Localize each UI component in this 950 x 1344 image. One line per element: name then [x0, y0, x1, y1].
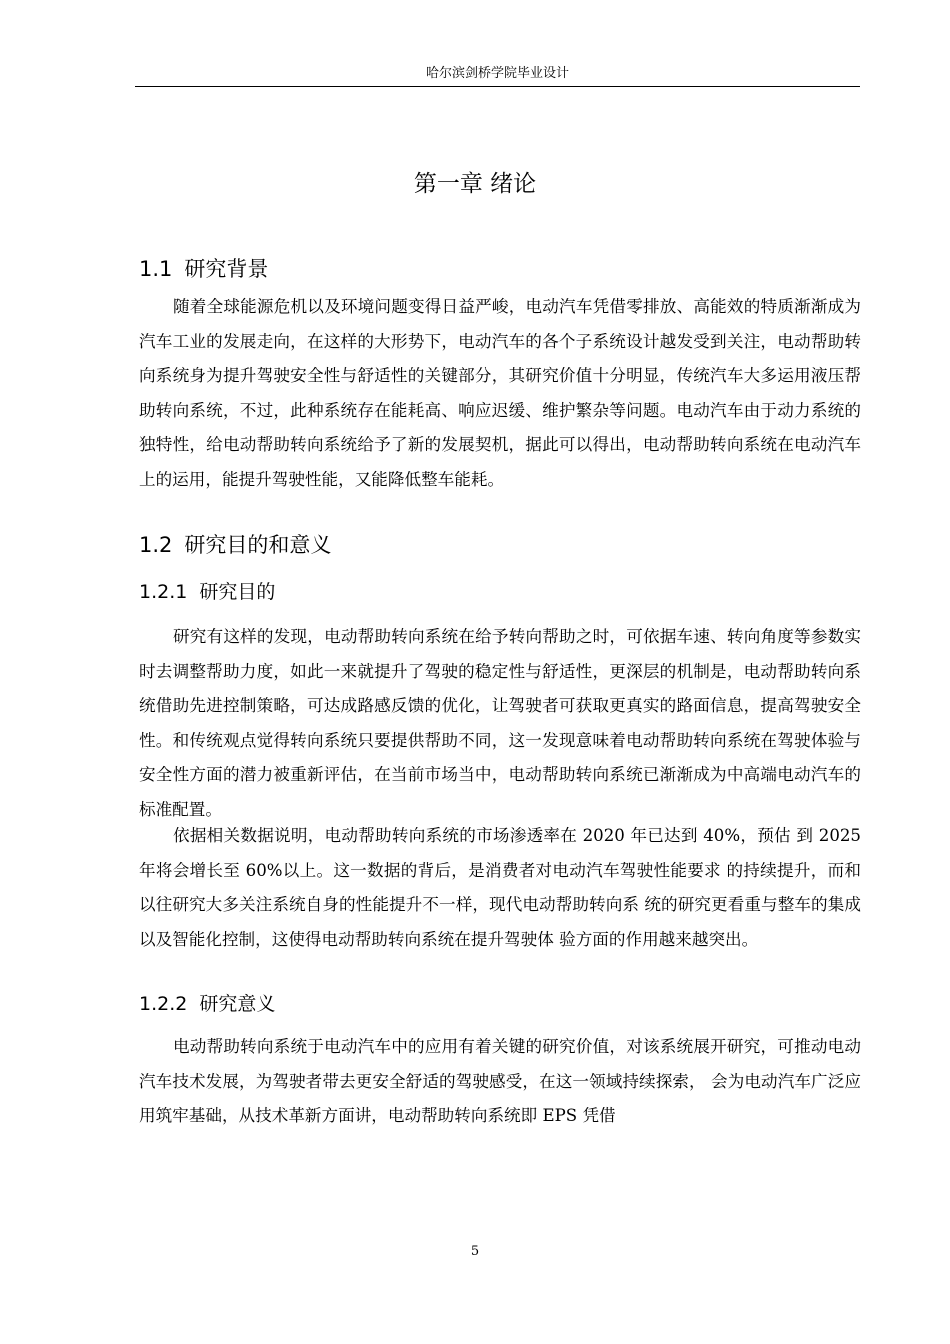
paragraph-purpose: 研究有这样的发现，电动帮助转向系统在给予转向帮助之时，可依据车速、转向角度等参数实时去调整帮助力度，如此一来就提升了驾驶的稳定性与舒适性，更深层的机制是，电动帮助转向系统借助先进控制策略，可达成路感反馈的优化，让驾驶者可获取更真实的路面信息，提高驾驶安全性。和传统观点觉得转向系统只要提供帮助不同，这一发现意味着电动帮助转向系统在驾驶体验与安全性方面的潜力被重新评估，在当前市场当中，电动帮助转向系统已渐渐成为中高端电动汽车的标准配置。: [139, 627, 861, 819]
page-number: 5: [470, 1244, 480, 1259]
section-title: 研究目的和意义: [184, 533, 332, 557]
paragraph-background: 随着全球能源危机以及环境问题变得日益严峻，电动汽车凭借零排放、高能效的特质渐渐成为汽车工业的发展走向，在这样的大形势下，电动汽车的各个子系统设计越发受到关注，电动帮助转向系统身为提升驾驶安全性与舒适性的关键部分，其研究价值十分明显，传统汽车大多运用液压帮助转向系统，不过，此种系统存在能耗高、响应迟缓、维护繁杂等问题。电动汽车由于动力系统的独特性，给电动帮助转向系统给予了新的发展契机，据此可以得出，电动帮助转向系统在电动汽车上的运用，能提升驾驶性能，又能降低整车能耗。: [139, 297, 861, 489]
section-heading-1-2: [139, 530, 331, 560]
subsection-title: 研究目的: [199, 581, 276, 603]
subsection-title: 研究意义: [199, 993, 276, 1015]
chapter-title: 第一章 绪论: [413, 171, 537, 197]
paragraph-significance: 电动帮助转向系统于电动汽车中的应用有着关键的研究价值，对该系统展开研究，可推动电动汽车技术发展，为驾驶者带去更安全舒适的驾驶感受，在这一领域持续探索， 会为电动汽车广泛应用筑牢基础，从技术革新方面讲，电动帮助转向系统即 EPS 凭借: [139, 1037, 861, 1125]
subsection-number: 1.2.2: [139, 993, 188, 1015]
subsection-heading-1-2-1: [139, 578, 275, 606]
subsection-heading-1-2-2: [139, 990, 275, 1018]
header-title: 哈尔滨剑桥学院毕业设计: [425, 66, 569, 81]
paragraph-market-data: 依据相关数据说明，电动帮助转向系统的市场渗透率在 2020 年已达到 40%，预估 到 2025 年将会增长至 60%以上。这一数据的背后，是消费者对电动汽车驾驶性能要求 的持续提升，而和以往研究大多关注系统自身的性能提升不一样，现代电动帮助转向系 统的研究更看重与整车的集成以及智能化控制，这使得电动帮助转向系统在提升驾驶体 验方面的作用越来越突出。: [139, 826, 861, 949]
section-number: 1.1: [139, 257, 173, 281]
page-header: [135, 64, 860, 87]
section-number: 1.2: [139, 533, 173, 557]
subsection-number: 1.2.1: [139, 581, 188, 603]
section-title: 研究背景: [184, 257, 269, 281]
section-heading-1-1: [139, 254, 268, 284]
